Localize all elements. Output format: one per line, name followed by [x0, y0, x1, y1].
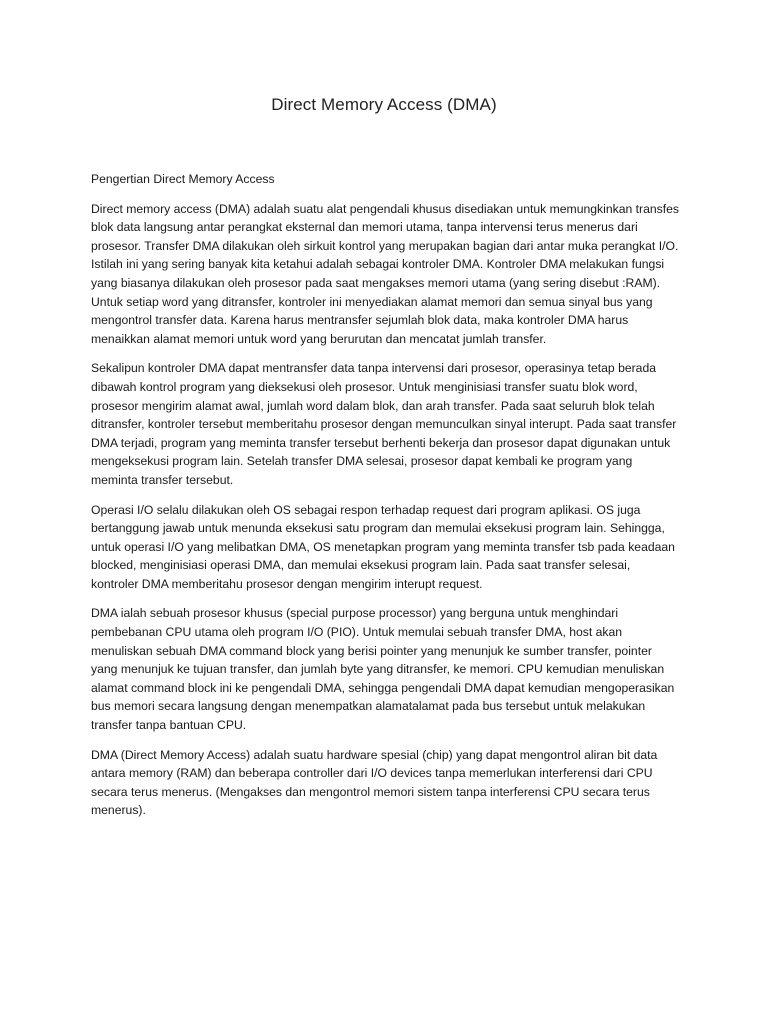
paragraph-2: Sekalipun kontroler DMA dapat mentransfer data tanpa intervensi dari prosesor, operasinya tetap berada dibawah kontrol program yang dieksekusi oleh prosesor. Untuk menginisiasi transfer suatu blok word, prosesor mengirim alamat awal, jumlah word dalam blok, dan arah transfer. Pada saat seluruh blok telah ditransfer, kontroler tersebut memberitahu prosesor dengan memunculkan sinyal interupt. Pada saat transfer DMA terjadi, program yang meminta transfer tersebut berhenti bekerja dan prosesor dapat digunakan untuk mengeksekusi program lain. Setelah transfer DMA selesai, prosesor dapat kembali ke program yang meminta transfer tersebut. — [91, 361, 677, 487]
page-title: Direct Memory Access (DMA) — [271, 95, 497, 114]
section-heading: Pengertian Direct Memory Access — [91, 172, 275, 186]
paragraph-3: Operasi I/O selalu dilakukan oleh OS sebagai respon terhadap request dari program aplikasi. OS juga bertanggung jawab untuk menunda eksekusi satu program dan memulai eksekusi program lain. Sehingga, untuk operasi I/O yang melibatkan DMA, OS menetapkan program yang meminta transfer tsb pada keadaan blocked, menginisiasi operasi DMA, dan memulai eksekusi program lain. Pada saat transfer selesai, kontroler DMA memberitahu prosesor dengan mengirim interupt request. — [91, 502, 675, 591]
paragraph-5: DMA (Direct Memory Access) adalah suatu hardware spesial (chip) yang dapat mengontrol aliran bit data antara memory (RAM) dan beberapa controller dari I/O devices tanpa memerlukan interferensi dari CPU secara terus menerus. (Mengakses dan mengontrol memori sistem tanpa interferensi CPU secara terus menerus). — [91, 747, 658, 818]
paragraph-1: Direct memory access (DMA) adalah suatu alat pengendali khusus disediakan untuk memungkinkan transfes blok data langsung antar perangkat eksternal dan memori utama, tanpa intervensi terus menerus dari prosesor. Transfer DMA dilakukan oleh sirkuit kontrol yang merupakan bagian dari antar muka perangkat I/O. Istilah ini yang sering banyak kita ketahui adalah sebagai kontroler DMA. Kontroler DMA melakukan fungsi yang biasanya dilakukan oleh prosesor pada saat mengakses memori utama (yang sering disebut :RAM). Untuk setiap word yang ditransfer, kontroler ini menyediakan alamat memori dan semua sinyal bus yang mengontrol transfer data. Karena harus mentransfer sejumlah blok data, maka kontroler DMA harus menaikkan alamat memori untuk word yang berurutan dan mencatat jumlah transfer. — [91, 201, 680, 346]
paragraph-4: DMA ialah sebuah prosesor khusus (special purpose processor) yang berguna untuk menghindari pembebanan CPU utama oleh program I/O (PIO). Untuk memulai sebuah transfer DMA, host akan menuliskan sebuah DMA command block yang berisi pointer yang menunjuk ke sumber transfer, pointer yang menunjuk ke tujuan transfer, dan jumlah byte yang ditransfer, ke memori. CPU kemudian menuliskan alamat command block ini ke pengendali DMA, sehingga pengendali DMA dapat kemudian mengoperasikan bus memori secara langsung dengan menempatkan alamatalamat pada bus tersebut untuk melakukan transfer tanpa bantuan CPU. — [91, 606, 675, 733]
document-body — [91, 170, 681, 831]
